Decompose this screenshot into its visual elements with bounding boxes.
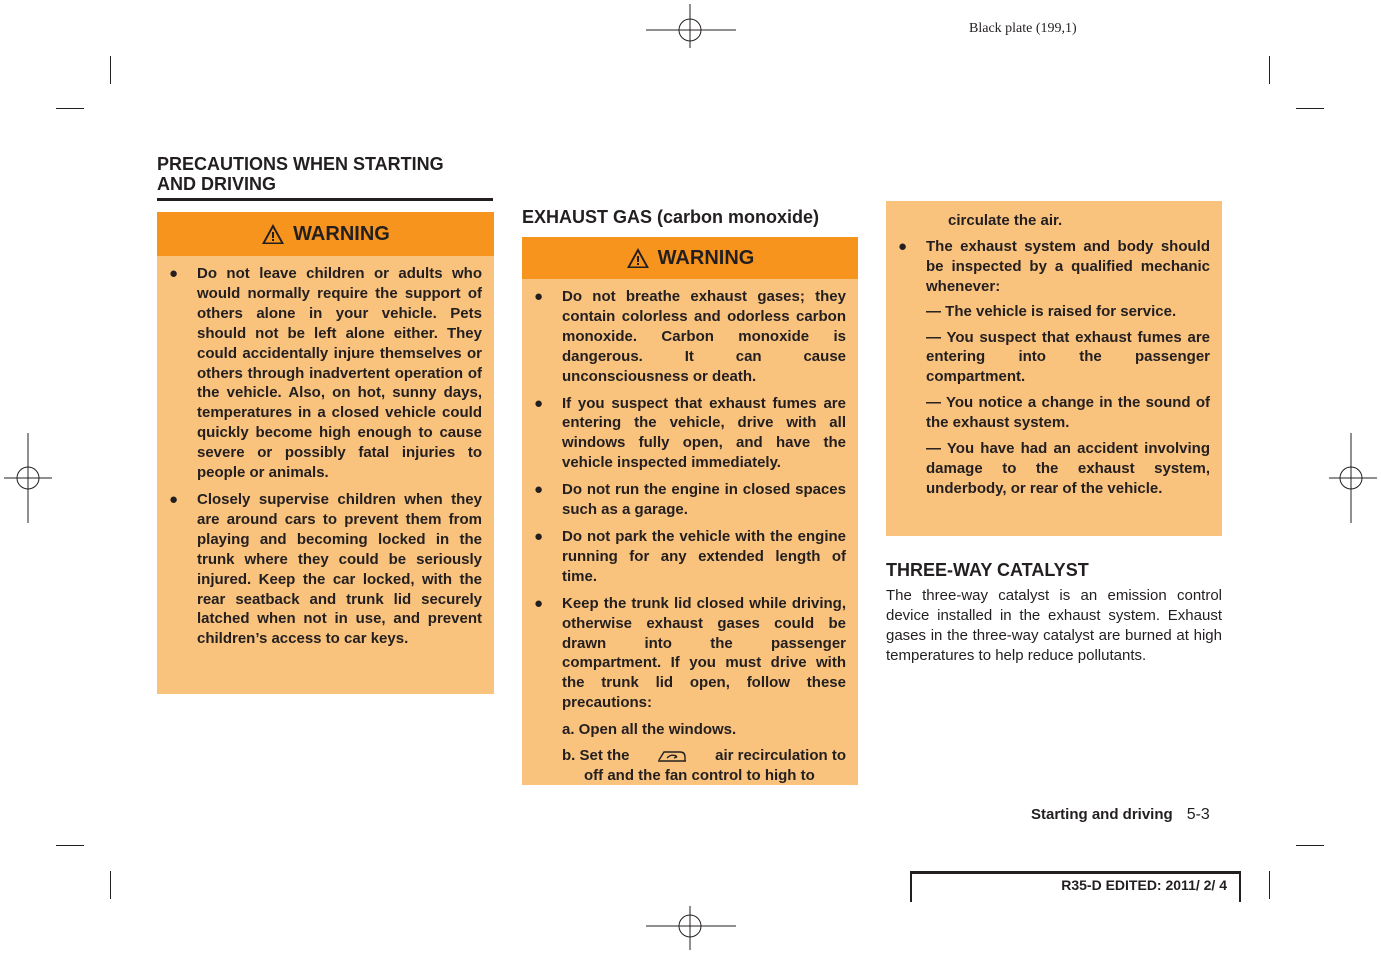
sub-item-b-text: b. Set the — [562, 747, 630, 765]
warning-item-text: Closely supervise children when they are around cars to prevent them from playing and becoming locked in the trunk where they could be seriously injured. Keep the car locked, with the rear seatback and trunk lid securely latched when not in use, and prevent children’s access to car keys. — [197, 490, 482, 648]
registration-mark-top — [646, 4, 736, 48]
warning-label: WARNING — [657, 246, 755, 269]
bullet-dot: ● — [898, 237, 908, 255]
warning-body — [522, 279, 858, 785]
bullet-dot: ● — [534, 481, 544, 499]
sub-item-b-text: air recirculation to — [715, 747, 846, 765]
warning-item — [534, 287, 846, 387]
dash-item: — You suspect that exhaust fumes are entering into the passenger compartment. — [926, 328, 1210, 386]
warning-item — [534, 480, 846, 520]
warning-box-exhaust — [522, 237, 858, 785]
edited-text: R35-D EDITED: 2011/ 2/ 4 — [1061, 877, 1227, 893]
sub-item-a: a. Open all the windows. — [562, 721, 737, 739]
bullet-dot: ● — [534, 394, 544, 412]
bullet-dot: ● — [534, 594, 544, 612]
section-rule — [157, 198, 493, 201]
dash-item: — You notice a change in the sound of the exhaust system. — [926, 394, 1210, 432]
catalyst-paragraph: The three-way catalyst is an emission control device installed in the exhaust system. Exhaust gases in the three-way catalyst are burned at high temperatures to help reduce pollutants. — [886, 587, 1222, 664]
continued-text: circulate the air. — [948, 212, 1063, 229]
air-recirculation-icon — [656, 747, 688, 765]
warning-item — [169, 264, 482, 483]
warning-triangle-icon — [261, 223, 285, 245]
dash-item: — The vehicle is raised for service. — [926, 302, 1177, 320]
bullet-dot: ● — [169, 490, 179, 508]
sub-item-b — [534, 746, 846, 785]
warning-item-text: Do not breathe exhaust gases; they contain colorless and odorless carbon monoxide. Carbon monoxide is dangerous. It can cause unconsciousness or death. — [562, 288, 846, 385]
warning-item — [534, 527, 846, 587]
sub-item-b-text-line2: off and the fan control to high to — [584, 766, 815, 784]
section-title-line2: AND DRIVING — [157, 174, 277, 194]
warning-box-continued — [886, 201, 1222, 536]
warning-item — [898, 237, 1210, 297]
warning-header — [522, 237, 858, 279]
page-number: 5-3 — [1186, 806, 1210, 823]
warning-box-precautions — [157, 212, 494, 694]
warning-item — [169, 490, 482, 649]
section-title-catalyst: THREE-WAY CATALYST — [886, 560, 1089, 580]
plate-label: Black plate (199,1) — [969, 21, 1077, 36]
registration-mark-right — [1329, 433, 1377, 523]
warning-label: WARNING — [293, 222, 390, 245]
warning-item-text: Keep the trunk lid closed while driving, otherwise exhaust gases could be drawn into the passenger compartment. If you must drive with the trunk lid open, follow these precautions: — [562, 594, 846, 712]
warning-body — [157, 256, 494, 649]
warning-item — [534, 394, 846, 474]
warning-item-text: The exhaust system and body should be inspected by a qualified mechanic whenever: — [926, 237, 1210, 295]
section-title-exhaust: EXHAUST GAS (carbon monoxide) — [522, 207, 820, 227]
warning-item-text: Do not leave children or adults who would normally require the support of others alone in your vehicle. Pets should not be left alone either. They could accidentally injure themselves or others through inadvertent operation of the vehicle. Also, on hot, sunny days, temperatures in a closed vehicle could quickly become high enough to cause severe or possibly fatal injuries to people or animals. — [197, 265, 482, 482]
bullet-dot: ● — [534, 527, 544, 545]
page-footer — [1031, 806, 1210, 824]
warning-header — [157, 212, 494, 256]
warning-triangle-icon — [626, 247, 650, 269]
bullet-dot: ● — [534, 288, 544, 305]
registration-mark-left — [4, 433, 52, 523]
section-title-precautions — [157, 154, 444, 194]
dash-item: — You have had an accident involving damage to the exhaust system, underbody, or rear of the vehicle. — [926, 440, 1210, 497]
warning-item-text: Do not run the engine in closed spaces such as a garage. — [562, 481, 846, 519]
section-title-line1: PRECAUTIONS WHEN STARTING — [157, 154, 444, 174]
warning-item-text: Do not park the vehicle with the engine running for any extended length of time. — [562, 527, 846, 585]
warning-item — [534, 594, 846, 713]
footer-section-label: Starting and driving — [1031, 806, 1173, 823]
edited-stamp — [910, 871, 1241, 902]
bullet-dot: ● — [169, 265, 179, 282]
registration-mark-bottom — [646, 906, 736, 950]
warning-item-text: If you suspect that exhaust fumes are entering the vehicle, drive with all windows fully open, and have the vehicle inspected immediately. — [562, 394, 846, 472]
